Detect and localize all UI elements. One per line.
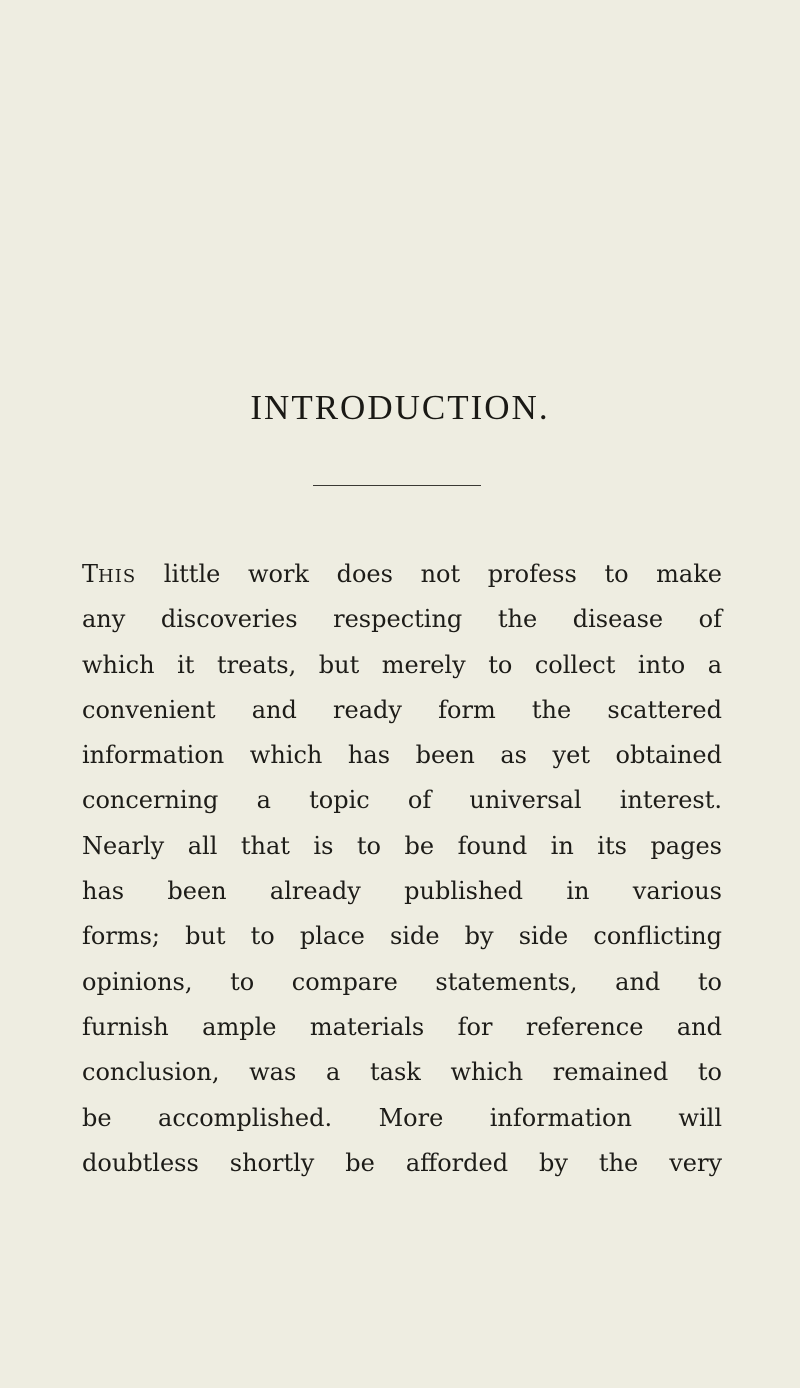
text-line-11: furnish ample materials for reference and xyxy=(82,1012,722,1041)
text-line-8: has been already published in various xyxy=(82,877,722,906)
text-line-3: which it treats, but merely to collect into a xyxy=(82,650,722,679)
text-line-1 xyxy=(82,552,722,597)
text-line-4: convenient and ready form the scattered xyxy=(82,695,722,724)
text-line-7: Nearly all that is to be found in its pages xyxy=(82,831,722,860)
text-line-12: conclusion, was a task which remained to xyxy=(82,1058,722,1087)
line-text: little work does not profess to make xyxy=(136,560,722,588)
text-line-6: concerning a topic of universal interest. xyxy=(82,786,722,815)
text-line-9: forms; but to place side by side conflicting xyxy=(82,922,722,951)
text-line-10: opinions, to compare statements, and to xyxy=(82,967,722,996)
text-line-2: any discoveries respecting the disease of xyxy=(82,605,722,634)
small-caps-rest: HIS xyxy=(98,566,137,587)
heading-divider xyxy=(313,485,481,486)
text-line-13: be accomplished. More information will xyxy=(82,1103,722,1132)
text-line-14: doubtless shortly be afforded by the very xyxy=(82,1148,722,1177)
paragraph xyxy=(82,552,722,1186)
small-caps-initial: T xyxy=(82,560,99,588)
text-line-5: information which has been as yet obtained xyxy=(82,741,722,770)
chapter-heading: INTRODUCTION. xyxy=(250,388,550,427)
